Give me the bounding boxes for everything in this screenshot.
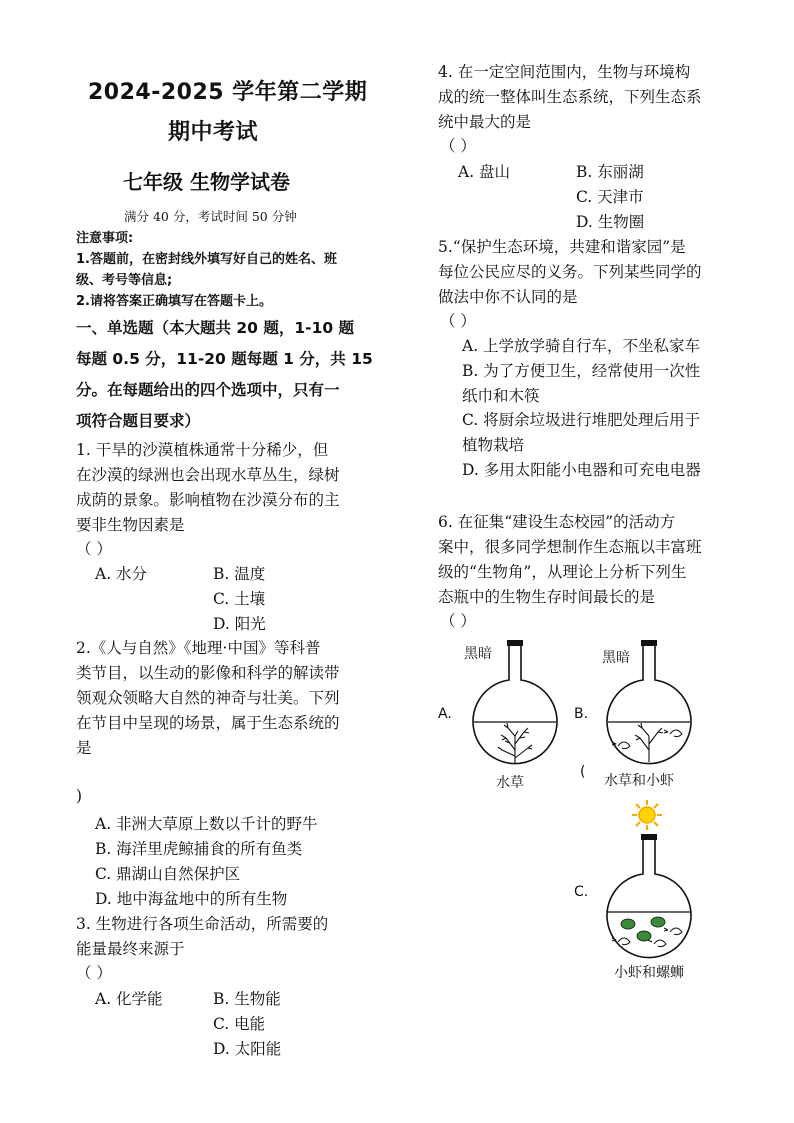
q1-line3: 成荫的景象。影响植物在沙漠分布的主 (76, 491, 340, 509)
q4-option-d: D. 生物圈 (576, 213, 645, 231)
flask-c-letter: C. (574, 884, 589, 900)
q5-option-b-line1: B. 为了方便卫生，经常使用一次性 (462, 362, 701, 380)
q5-line3: 做法中你不认同的是 (438, 288, 578, 306)
exam-meta: 满分 40 分，考试时间 50 分钟 (124, 209, 297, 224)
flask-c-bottom-label: 小虾和螺蛳 (614, 965, 684, 981)
shrimp-icon (612, 730, 682, 749)
q3-option-d: D. 太阳能 (213, 1040, 282, 1058)
flask-a-letter: A. (438, 706, 452, 722)
exam-title-line2: 期中考试 (168, 120, 259, 145)
q6-line2: 案中，很多同学想制作生态瓶以丰富班 (438, 538, 702, 556)
q2-option-a: A. 非洲大草原上数以千计的野牛 (95, 815, 318, 833)
q1-option-a: A. 水分 (95, 565, 148, 583)
q2-option-d: D. 地中海盆地中的所有生物 (95, 890, 288, 908)
q2-line5: 是 (76, 739, 92, 757)
q3-option-a: A. 化学能 (95, 990, 163, 1008)
exam-subtitle: 七年级 生物学试卷 (123, 170, 290, 194)
q4-option-a: A. 盘山 (458, 163, 511, 181)
flask-b-letter: B. (574, 706, 589, 722)
q2-line3: 领观众领略大自然的神奇与壮美。下列 (76, 689, 340, 707)
q1-line4: 要非生物因素是 (76, 516, 185, 534)
q5-line2: 每位公民应尽的义务。下列某些同学的 (438, 263, 702, 281)
q3-option-b: B. 生物能 (213, 990, 281, 1008)
waterweed-icon (498, 723, 532, 764)
q1-option-c: C. 土壤 (213, 590, 266, 608)
flask-b-bottom-label: 水草和小虾 (604, 773, 674, 789)
q5-option-a: A. 上学放学骑自行车，不坐私家车 (462, 337, 701, 355)
flask-b-diagram (604, 636, 694, 766)
q5-option-d: D. 多用太阳能小电器和可充电电器 (462, 461, 701, 479)
q2-option-b: B. 海洋里虎鲸捕食的所有鱼类 (95, 840, 303, 858)
q1-line2: 在沙漠的绿洲也会出现水草丛生，绿树 (76, 466, 340, 484)
q4-option-c: C. 天津市 (576, 188, 644, 206)
q6-line4: 态瓶中的生物生存时间最长的是 (438, 588, 656, 606)
q4-option-b: B. 东丽湖 (576, 163, 644, 181)
q2-answer-paren: ) (76, 787, 83, 805)
flask-a-cap (507, 640, 523, 646)
q4-line3: 统中最大的是 (438, 113, 532, 131)
flask-c-cap (641, 834, 657, 840)
q1-option-d: D. 阳光 (213, 615, 266, 633)
flask-b-cap (641, 640, 657, 646)
q3-line1: 3. 生物进行各项生命活动，所需要的 (76, 915, 329, 933)
q6-answer-paren: （ ） (440, 612, 476, 630)
q3-answer-paren: （ ） (76, 964, 112, 982)
waterweed-icon (635, 723, 663, 762)
q1-answer-paren: （ ） (76, 540, 112, 558)
section1-line3: 分。在每题给出的四个选项中，只有一 (76, 381, 340, 399)
flask-a-top-label: 黑暗 (464, 646, 492, 662)
q4-line2: 成的统一整体叫生态系统，下列生态系 (438, 88, 702, 106)
flask-b-stray-paren: ( (580, 764, 586, 780)
q5-option-c-line1: C. 将厨余垃圾进行堆肥处理后用于 (462, 411, 701, 429)
notice-item2: 2.请将答案正确填写在答题卡上。 (76, 294, 272, 309)
q1-option-b: B. 温度 (213, 565, 266, 583)
q5-answer-paren: （ ） (440, 312, 476, 330)
q4-answer-paren: （ ） (440, 137, 476, 155)
q2-option-c: C. 鼎湖山自然保护区 (95, 865, 241, 883)
notice-item1-line2: 级、考号等信息; (76, 273, 173, 288)
section1-line1: 一、单选题（本大题共 20 题，1-10 题 (76, 319, 355, 337)
q5-line1: 5.“保护生态环境，共建和谐家园”是 (438, 238, 686, 256)
q3-line2: 能量最终来源于 (76, 940, 185, 958)
snail-icon (621, 917, 665, 941)
sun-icon (632, 800, 662, 830)
section1-line2: 每题 0.5 分，11-20 题每题 1 分，共 15 (76, 350, 373, 368)
q3-option-c: C. 电能 (213, 1015, 266, 1033)
flask-a-bottom-label: 水草 (496, 775, 524, 791)
q5-option-c-line2: 植物栽培 (462, 436, 525, 454)
q2-line4: 在节目中呈现的场景，属于生态系统的 (76, 714, 340, 732)
flask-a-diagram (470, 640, 560, 770)
exam-title-line1: 2024-2025 学年第二学期 (88, 80, 368, 105)
notice-heading: 注意事项: (76, 231, 134, 246)
q2-line1: 2.《人与自然》《地理·中国》等科普 (76, 639, 321, 657)
q6-line1: 6. 在征集“建设生态校园”的活动方 (438, 513, 676, 531)
flask-b-top-label: 黑暗 (602, 650, 630, 666)
flask-c-diagram (604, 832, 694, 962)
q1-line1: 1. 干旱的沙漠植株通常十分稀少，但 (76, 441, 329, 459)
section1-line4: 项符合题目要求） (76, 412, 201, 430)
notice-item1-line1: 1.答题前，在密封线外填写好自己的姓名、班 (76, 252, 337, 267)
q2-line2: 类节目，以生动的影像和科学的解读带 (76, 664, 340, 682)
q6-line3: 级的“生物角”，从理论上分析下列生 (438, 563, 687, 581)
q4-line1: 4. 在一定空间范围内，生物与环境构 (438, 63, 691, 81)
q5-option-b-line2: 纸巾和木筷 (462, 387, 540, 405)
